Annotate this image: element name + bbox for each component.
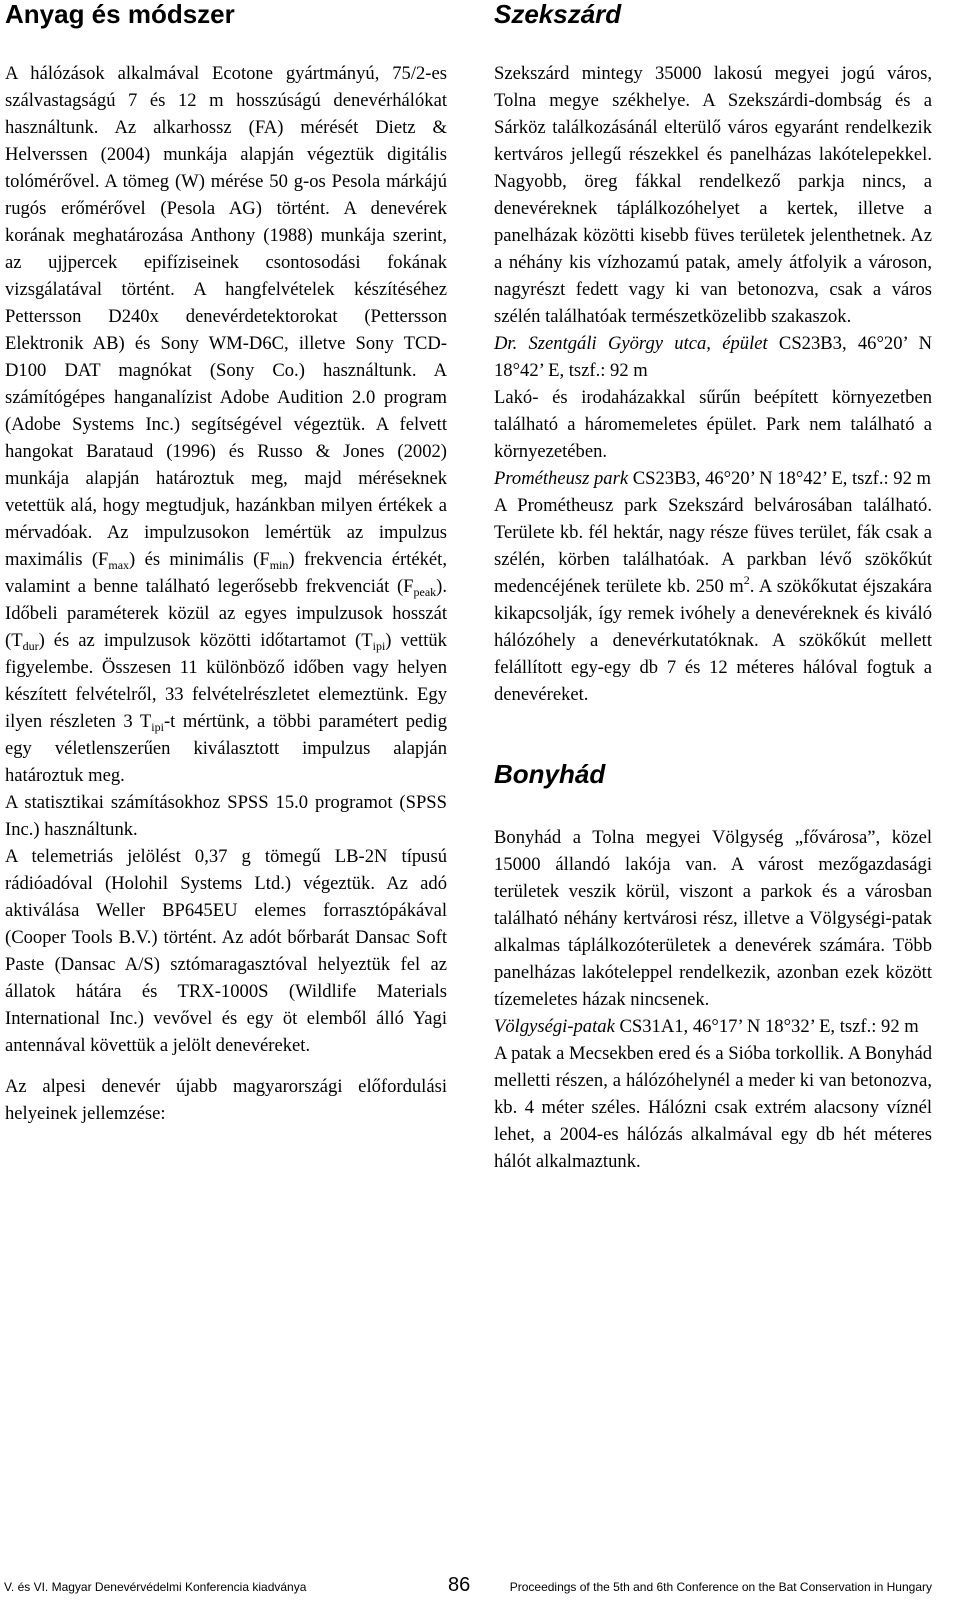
page-footer [0, 1574, 960, 1602]
methods-text: ) és az impulzusok közötti időtartamot (T [38, 630, 373, 651]
site-name: Dr. Szentgáli György utca, épület [494, 333, 768, 354]
methods-text: ) és minimális (F [129, 549, 270, 570]
methods-paragraph-3: A telemetriás jelölést 0,37 g tömegű LB-2N típusú rádióadóval (Holohil Systems Ltd.) végeztük. Az adó aktiválása Weller BP645EU elemes forrasztópákával (Cooper Tools B.V.) történt. Az adót bőrbarát Dansac Soft Paste (Dansac A/S) sztómaragasztóval helyeztük fel az állatok hátára és TRX-1000S (Wildlife Materials International Inc.) vevővel és egy öt elemből álló Yagi antennával követtük a jelölt denevéreket. [5, 846, 447, 1056]
right-column [494, 0, 932, 1175]
subscript: dur [22, 639, 39, 653]
bonyhad-paragraph-1: Bonyhád a Tolna megyei Völgység „fővárosa”, közel 15000 állandó lakója van. A várost mezőgazdasági területek veszik körül, viszont a parkok és a városban található néhány kertvárosi rész, illetve a Völgységi-patak alkalmas táplálkozóterületek a denevérek számára. Több panelházas lakóteleppel rendelkezik, azonban ezek között tízemeletes házak nincsenek. [494, 827, 932, 1010]
site-entry-1 [494, 330, 932, 384]
methods-text: A hálózások alkalmával Ecotone gyártmányú, 75/2-es szálvastagságú 7 és 12 m hosszúságú denevérhálókat használtunk. Az alkarhossz (FA) mérését Dietz & Helverssen (2004) munkája alapján végeztük digitális tolómérővel. A tömeg (W) mérése 50 g-os Pesola márkájú rugós erőmérővel (Pesola AG) történt. A denevérek korának meghatározása Anthony (1988) munkája szerint, az ujjpercek epifíziseinek csontosodási fokának vizsgálatával történt. A hangfelvételek készítéséhez Pettersson D240x denevérdetektorokat (Pettersson Elektronik AB) és Sony WM-D6C, illetve Sony TCD-D100 DAT magnókat (Sony Co.) használtunk. A számítógépes hanganalízist Adobe Audition 2.0 program (Adobe Systems Inc.) segítségével végeztük. A felvett hangokat Barataud (1996) és Russo & Jones (2002) munkája alapján határoztuk meg, majd méréseknek vetettük alá, hogy megtudjuk, hazánkban milyen értékek a mérvadóak. Az impulzusokon lemértük az impulzus maximális (F [5, 63, 447, 570]
site-coords: CS23B3, 46°20’ N 18°42’ E, tszf.: 92 m [628, 468, 932, 489]
methods-text: ) frekvencia értékét, valamint a benne található legerősebb frekvenciát (F [5, 549, 447, 597]
methods-text: ) vettük figyelembe. Összesen 11 különböző időben vagy helyen készített felvételről, 33 felvételrészletet elemeztünk. Egy ilyen részleten 3 T [5, 630, 447, 732]
page-number: 86 [448, 1574, 471, 1596]
subscript: peak [413, 585, 437, 599]
section-heading-szekszard: Szekszárd [494, 0, 622, 29]
site-entry-3 [494, 1013, 932, 1040]
methods-paragraph-4: Az alpesi denevér újabb magyarországi előfordulási helyeinek jellemzése: [5, 1076, 447, 1124]
superscript: 2 [743, 573, 750, 587]
site-coords: CS23B3, 46°20’ N 18°42’ E, tszf.: 92 m [494, 333, 932, 381]
szekszard-paragraph-1: Szekszárd mintegy 35000 lakosú megyei jogú város, Tolna megye székhelye. A Szekszárdi-dombság és a Sárköz találkozásánál elterülő város egyaránt rendelkezik kertváros jellegű részekkel és panelházas lakótelepekkel. Nagyobb, öreg fákkal rendelkező parkja nincs, a denevéreknek táplálkozóhelyet a kertek, illetve a panelházak közötti kisebb füves területek jelenthetnek. Az a néhány kis vízhozamú patak, amely átfolyik a városon, nagyrészt fedett vagy ki van betonozva, csak a város szélén találhatóak természetközelibb szakaszok. [494, 63, 932, 327]
site-description-3: A patak a Mecsekben ered és a Sióba torkollik. A Bonyhád melletti részen, a hálózóhelynél a meder ki van betonozva, kb. 4 méter széles. Hálózni csak extrém alacsony víznél lehet, a 2004-es hálózás alkalmával egy db hét méteres hálót alkalmaztunk. [494, 1043, 932, 1172]
site-description-2 [494, 492, 932, 708]
subscript: ipi [372, 639, 386, 653]
site-text: . A szökőkutat éjszakára kikapcsolják, így remek ivóhely a denevéreknek és kiváló hálózóhely a denevérkutatóknak. A szökőkút mellett felállított egy-egy db 7 és 12 méteres hálóval fogtuk a denevéreket. [494, 576, 932, 705]
site-text: A Prométheusz park Szekszárd belvárosában található. Területe kb. fél hektár, nagy része füves terület, fák csak a szélén, körben találhatóak. A parkban lévő szökőkút medencéjének területe kb. 250 m [494, 495, 932, 597]
site-coords: CS31A1, 46°17’ N 18°32’ E, tszf.: 92 m [614, 1016, 919, 1037]
site-description-1: Lakó- és irodaházakkal sűrűn beépített környezetben található a háromemeletes épület. Park nem található a környezetében. [494, 387, 932, 462]
subscript: min [269, 558, 289, 572]
left-column [5, 0, 447, 1127]
footer-right: Proceedings of the 5th and 6th Conference on the Bat Conservation in Hungary [509, 1580, 932, 1594]
site-entry-2 [494, 465, 932, 492]
methods-text: -t mértünk, a többi paramétert pedig egy véletlenszerűen kiválasztott impulzus alapján határoztuk meg. [5, 711, 448, 786]
methods-text: ). Időbeli paraméterek közül az egyes impulzusok hosszát (T [5, 576, 447, 651]
site-name: Völgységi-patak [494, 1016, 615, 1037]
subscript: max [108, 558, 130, 572]
section-heading-methods: Anyag és módszer [5, 0, 235, 29]
section-heading-bonyhad: Bonyhád [494, 759, 606, 789]
footer-left: V. és VI. Magyar Denevérvédelmi Konferencia kiadványa [4, 1580, 307, 1594]
site-name: Prométheusz park [494, 468, 629, 489]
methods-paragraph-1 [5, 60, 447, 789]
methods-paragraph-2: A statisztikai számításokhoz SPSS 15.0 programot (SPSS Inc.) használtunk. [5, 792, 447, 840]
subscript: ipi [151, 720, 164, 734]
